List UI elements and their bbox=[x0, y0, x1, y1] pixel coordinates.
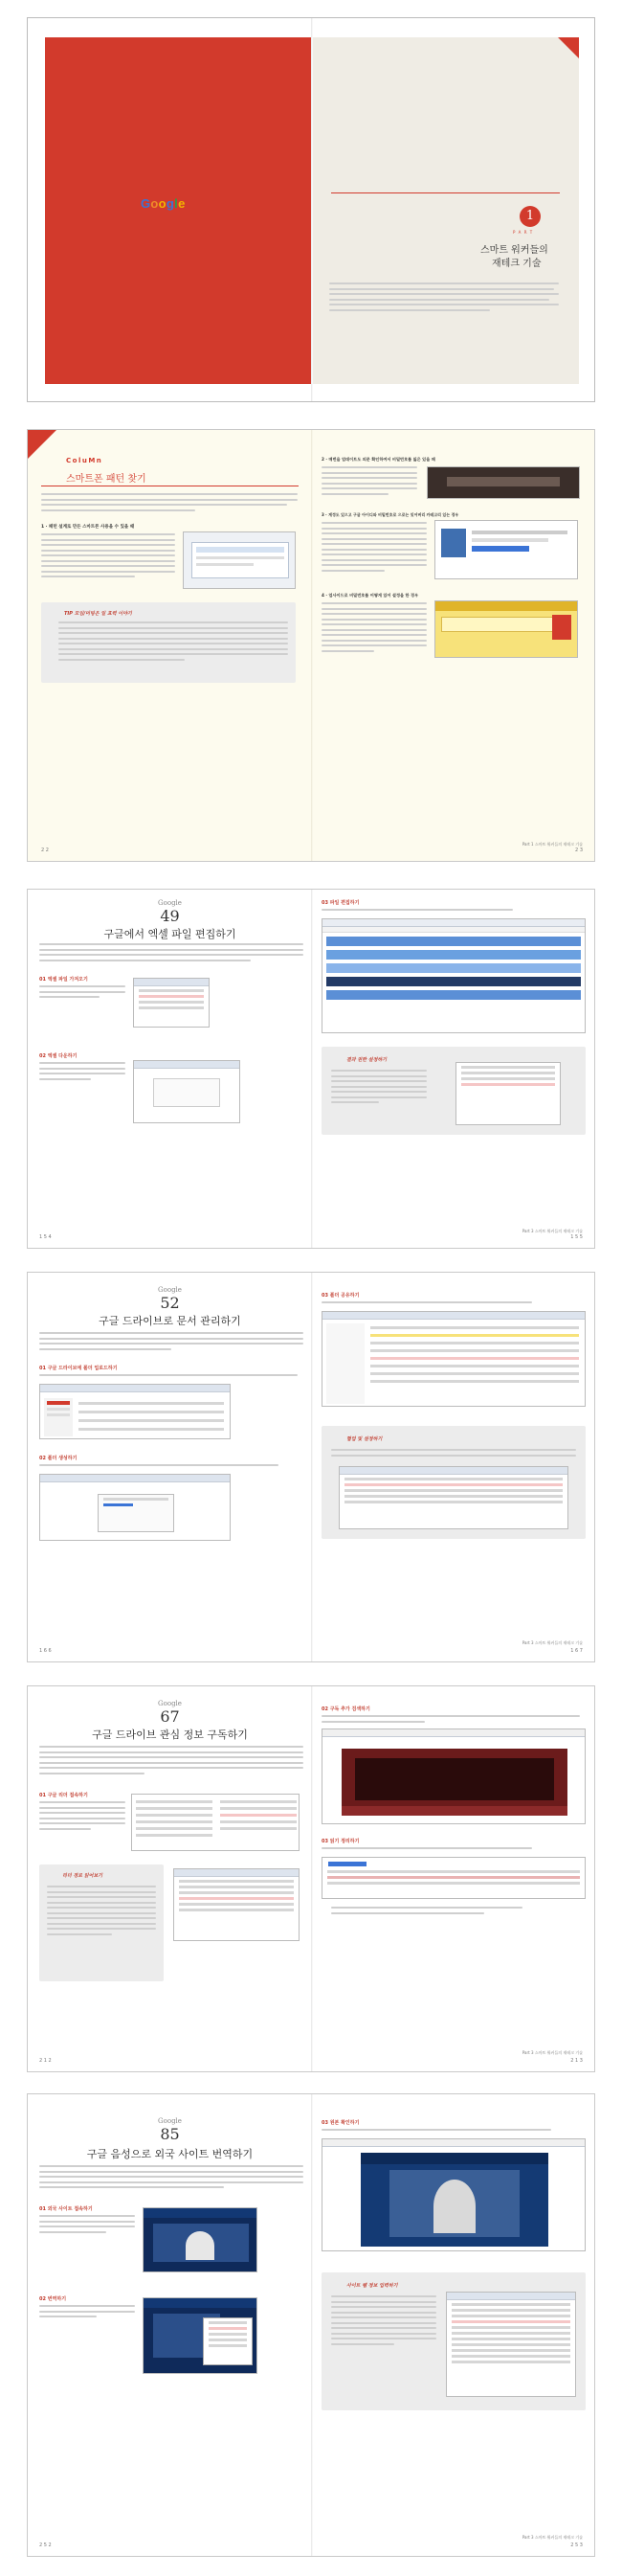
page-number-left: 2 1 2 bbox=[39, 2058, 52, 2064]
folder-list-screenshot bbox=[322, 1311, 586, 1407]
running-footer: Part 1 스마트 워커들의 재테크 기술 bbox=[522, 842, 583, 847]
part-title-line2: 재테크 기술 bbox=[492, 259, 542, 269]
chapter-52-left-page bbox=[28, 1273, 312, 1661]
logo-letter: e bbox=[178, 196, 186, 211]
page-number-right: 1 5 5 bbox=[570, 1234, 583, 1240]
gutter bbox=[311, 890, 313, 1248]
section-2-text bbox=[322, 466, 417, 498]
chapter-67-left-page bbox=[28, 1686, 312, 2071]
search-result-screenshot bbox=[322, 1857, 586, 1899]
translate-menu-screenshot bbox=[143, 2297, 257, 2374]
theater-site-screenshot bbox=[322, 1729, 586, 1824]
drive-upload-screenshot bbox=[39, 1384, 231, 1439]
step-1-heading: 01 구글 드라이브에 폴더 업로드하기 bbox=[39, 1366, 118, 1371]
spread-chapter-85 bbox=[27, 2093, 595, 2557]
chapter-number: 49 bbox=[160, 907, 180, 925]
section-3-heading: 3 · 계정도 있으고 구글 아이디와 비밀번호로 으로는 잊어버리 카테고리 있는 경우 bbox=[322, 512, 459, 517]
share-dialog-screenshot bbox=[455, 1062, 561, 1125]
tip-title: TIP 모임/미팅은 일 효력 이야기 bbox=[64, 611, 132, 617]
chapter-85-left-page bbox=[28, 2094, 312, 2556]
chapter-number: 85 bbox=[160, 2125, 180, 2143]
tip-title: 사이트 웹 정보 입력하기 bbox=[346, 2283, 398, 2289]
chapter-number: 52 bbox=[160, 1294, 180, 1312]
logo-letter: G bbox=[141, 196, 151, 211]
gutter bbox=[311, 430, 313, 861]
part-number-circle bbox=[520, 206, 541, 227]
url-notes bbox=[331, 1907, 522, 1917]
spread-column bbox=[27, 429, 595, 862]
intro-text bbox=[41, 493, 298, 514]
step-3-heading: 03 원본 확인하기 bbox=[322, 2120, 360, 2126]
section-4-text bbox=[322, 602, 427, 655]
section-2-heading: 2 · 매번을 업데이트도 의문 확인하여서 비밀번호를 잃은 있을 때 bbox=[322, 457, 435, 462]
yellow-site-screenshot bbox=[434, 600, 578, 658]
phone-login-screenshot bbox=[427, 466, 580, 499]
chapter-intro bbox=[39, 1332, 303, 1353]
running-footer: Part 3 스마트 워커들의 재테크 기술 bbox=[522, 1640, 583, 1645]
step-1-heading: 01 엑셀 파일 가져오기 bbox=[39, 977, 88, 983]
chapter-85-right-page bbox=[312, 2094, 595, 2556]
logo-letter: o bbox=[150, 196, 159, 211]
gutter bbox=[311, 1273, 313, 1661]
chapter-title: 구글 드라이브로 문서 관리하기 bbox=[99, 1315, 241, 1327]
part-title-line1: 스마트 워커들의 bbox=[480, 245, 548, 256]
column-left-page bbox=[28, 430, 312, 861]
chapter-49-right-page bbox=[312, 890, 595, 1248]
cover-red-panel bbox=[45, 37, 312, 384]
page-number-left: 1 5 4 bbox=[39, 1234, 52, 1240]
step-2-heading: 02 번역하기 bbox=[39, 2296, 67, 2302]
tip-title: 협업 및 설정하기 bbox=[346, 1436, 383, 1442]
running-footer: Part 3 스마트 워커들의 재테크 기술 bbox=[522, 2050, 583, 2055]
spread-part-cover bbox=[27, 17, 595, 402]
section-3-text bbox=[322, 522, 427, 575]
part-label: P A R T bbox=[513, 230, 534, 235]
spreadsheet-screenshot bbox=[322, 918, 586, 1033]
cover-right-page bbox=[312, 18, 595, 401]
part-intro-text bbox=[329, 282, 559, 314]
step-3-heading: 03 읽기 정리하기 bbox=[322, 1839, 360, 1844]
account-recovery-screenshot bbox=[434, 520, 578, 579]
chapter-number: 67 bbox=[160, 1707, 180, 1726]
google-logo bbox=[141, 196, 186, 211]
spread-chapter-52 bbox=[27, 1272, 595, 1662]
logo-letter: l bbox=[174, 196, 179, 211]
settings-screenshot bbox=[173, 1868, 300, 1941]
chapter-google-mark: Google bbox=[158, 1286, 182, 1294]
tip-box bbox=[322, 1426, 586, 1539]
logo-letter: o bbox=[158, 196, 167, 211]
chapter-intro bbox=[39, 2165, 303, 2192]
chapter-intro bbox=[39, 1746, 303, 1777]
tip-box bbox=[322, 1047, 586, 1135]
chapter-title: 구글 음성으로 외국 사이트 번역하기 bbox=[86, 2148, 254, 2160]
part-number: 1 bbox=[525, 209, 535, 223]
chapter-google-mark: Google bbox=[158, 1700, 182, 1707]
tip-box bbox=[322, 2272, 586, 2410]
chapter-title: 구글에서 엑셀 파일 편집하기 bbox=[103, 928, 236, 940]
step-2-screenshot bbox=[133, 1060, 240, 1123]
chapter-52-right-page bbox=[312, 1273, 595, 1661]
foreign-site-screenshot bbox=[143, 2207, 257, 2272]
running-footer: Part 3 스마트 워커들의 재테크 기술 bbox=[522, 2535, 583, 2540]
sharing-settings-screenshot bbox=[339, 1466, 568, 1529]
step-1-heading: 01 구글 리더 접속하기 bbox=[39, 1793, 88, 1798]
page-number-left: 2 5 2 bbox=[39, 2542, 52, 2548]
step-2-heading: 02 엑셀 다운하기 bbox=[39, 1053, 78, 1059]
step-2-heading: 02 폴더 생성하기 bbox=[39, 1456, 78, 1461]
tip-title: 결과 권한 설정하기 bbox=[346, 1057, 388, 1063]
translated-page-screenshot bbox=[322, 2138, 586, 2251]
page-number-right: 2 3 bbox=[575, 847, 583, 853]
chapter-67-right-page bbox=[312, 1686, 595, 2071]
gutter bbox=[311, 1686, 313, 2071]
step-3-heading: 03 폴더 공유하기 bbox=[322, 1293, 360, 1299]
section-1-heading: 1 · 패턴 설계로 만든 스마트폰 사용을 수 있을 때 bbox=[41, 525, 135, 530]
reader-screenshot bbox=[131, 1794, 300, 1851]
column-heading: 스마트폰 패턴 찾기 bbox=[66, 474, 146, 485]
chapter-google-mark: Google bbox=[158, 899, 182, 907]
logo-letter: g bbox=[166, 196, 175, 211]
step-1-screenshot bbox=[133, 978, 210, 1028]
spread-chapter-67 bbox=[27, 1685, 595, 2072]
chapter-intro bbox=[39, 943, 303, 964]
create-folder-screenshot bbox=[39, 1474, 231, 1541]
page-number-right: 2 1 3 bbox=[570, 2058, 583, 2064]
tip-box bbox=[41, 602, 296, 683]
section-4-heading: 4 · 업사이드로 비밀번호를 어떻게 있어 설정을 한 경우 bbox=[322, 593, 419, 598]
chapter-google-mark: Google bbox=[158, 2117, 182, 2125]
chapter-title: 구글 드라이브 관심 정보 구독하기 bbox=[92, 1729, 248, 1741]
gutter bbox=[311, 18, 313, 401]
page-number-right: 2 5 3 bbox=[570, 2542, 583, 2548]
page-number-right: 1 6 7 bbox=[570, 1648, 583, 1654]
site-list-screenshot bbox=[446, 2292, 576, 2397]
corner-triangle bbox=[558, 37, 579, 58]
part-divider-line bbox=[331, 192, 560, 193]
phone-pattern-screenshot bbox=[183, 531, 296, 589]
step-1-heading: 01 외국 사이트 접속하기 bbox=[39, 2206, 93, 2212]
chapter-49-left-page bbox=[28, 890, 312, 1248]
tip-box bbox=[39, 1864, 164, 1981]
page-number-left: 1 6 6 bbox=[39, 1648, 52, 1654]
page-number-left: 2 2 bbox=[41, 847, 49, 853]
section-1-text bbox=[41, 533, 175, 581]
cover-left-page bbox=[28, 18, 312, 401]
running-footer: Part 3 스마트 워커들의 재테크 기술 bbox=[522, 1229, 583, 1233]
column-right-page bbox=[312, 430, 595, 861]
step-2-heading: 02 구독 추가 검색하기 bbox=[322, 1706, 370, 1712]
column-label: ColuMn bbox=[66, 457, 103, 464]
spread-chapter-49 bbox=[27, 889, 595, 1249]
cover-beige-panel bbox=[312, 37, 579, 384]
tip-title: 리더 경로 읽어보기 bbox=[62, 1873, 103, 1879]
gutter bbox=[311, 2094, 313, 2556]
step-3-heading: 03 파일 편집하기 bbox=[322, 900, 360, 906]
